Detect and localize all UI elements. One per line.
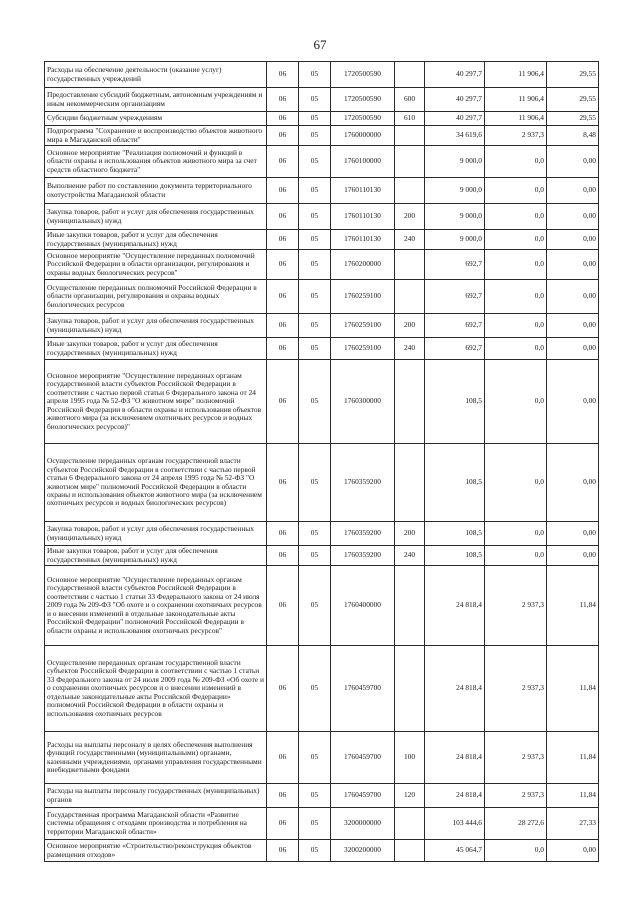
cell-execution-percent: 0,00 bbox=[547, 546, 599, 566]
cell-target-article: 3200000000 bbox=[331, 808, 395, 840]
cell-name: Субсидии бюджетным учреждениям bbox=[45, 112, 267, 126]
cell-subsection: 05 bbox=[299, 360, 331, 444]
cell-section: 06 bbox=[267, 112, 299, 126]
cell-planned-amount: 103 444,6 bbox=[425, 808, 485, 840]
cell-name: Иные закупки товаров, работ и услуг для обеспечения государственных (муниципальных) нужд bbox=[45, 546, 267, 566]
cell-subsection: 05 bbox=[299, 546, 331, 566]
budget-table bbox=[44, 61, 599, 862]
cell-expense-type bbox=[395, 250, 425, 280]
cell-target-article: 1760100000 bbox=[331, 146, 395, 178]
cell-executed-amount: 28 272,6 bbox=[485, 808, 547, 840]
cell-name: Расходы на обеспечение деятельности (оказание услуг) государственных учреждений bbox=[45, 62, 267, 88]
cell-subsection: 05 bbox=[299, 444, 331, 522]
cell-planned-amount: 108,5 bbox=[425, 444, 485, 522]
cell-executed-amount: 2 937,3 bbox=[485, 566, 547, 646]
cell-name: Предоставление субсидий бюджетным, автономным учреждениям и иным некоммерческим организациям bbox=[45, 88, 267, 112]
cell-section: 06 bbox=[267, 522, 299, 546]
cell-subsection: 05 bbox=[299, 146, 331, 178]
cell-executed-amount: 0,0 bbox=[485, 230, 547, 250]
cell-target-article: 1760400000 bbox=[331, 566, 395, 646]
cell-expense-type: 240 bbox=[395, 230, 425, 250]
cell-planned-amount: 24 818,4 bbox=[425, 646, 485, 732]
cell-executed-amount: 2 937,3 bbox=[485, 646, 547, 732]
cell-expense-type bbox=[395, 808, 425, 840]
cell-expense-type: 240 bbox=[395, 338, 425, 360]
cell-executed-amount: 0,0 bbox=[485, 250, 547, 280]
table-row bbox=[45, 204, 599, 230]
cell-planned-amount: 9 000,0 bbox=[425, 146, 485, 178]
cell-executed-amount: 11 906,4 bbox=[485, 62, 547, 88]
cell-section: 06 bbox=[267, 204, 299, 230]
cell-executed-amount: 0,0 bbox=[485, 280, 547, 314]
cell-target-article: 1760000000 bbox=[331, 126, 395, 146]
cell-planned-amount: 108,5 bbox=[425, 360, 485, 444]
cell-subsection: 05 bbox=[299, 178, 331, 204]
table-row bbox=[45, 314, 599, 338]
cell-planned-amount: 692,7 bbox=[425, 280, 485, 314]
cell-section: 06 bbox=[267, 338, 299, 360]
cell-execution-percent: 11,84 bbox=[547, 646, 599, 732]
table-row bbox=[45, 178, 599, 204]
cell-subsection: 05 bbox=[299, 112, 331, 126]
cell-subsection: 05 bbox=[299, 840, 331, 862]
cell-name: Иные закупки товаров, работ и услуг для обеспечения государственных (муниципальных) нужд bbox=[45, 338, 267, 360]
cell-subsection: 05 bbox=[299, 338, 331, 360]
cell-execution-percent: 27,33 bbox=[547, 808, 599, 840]
cell-section: 06 bbox=[267, 566, 299, 646]
cell-executed-amount: 2 937,3 bbox=[485, 784, 547, 808]
cell-name: Расходы на выплаты персоналу в целях обеспечения выполнения функций государственными (муниципальными) органами, казенными учреждениями, органами управления государственными внебюджетными фондами bbox=[45, 732, 267, 784]
cell-section: 06 bbox=[267, 840, 299, 862]
cell-name: Закупка товаров, работ и услуг для обеспечения государственных (муниципальных) нужд bbox=[45, 522, 267, 546]
table-row bbox=[45, 522, 599, 546]
cell-subsection: 05 bbox=[299, 230, 331, 250]
cell-planned-amount: 692,7 bbox=[425, 314, 485, 338]
cell-planned-amount: 24 818,4 bbox=[425, 566, 485, 646]
cell-expense-type: 610 bbox=[395, 112, 425, 126]
page-number: 67 bbox=[313, 37, 327, 52]
cell-name: Расходы на выплаты персоналу государственных (муниципальных) органов bbox=[45, 784, 267, 808]
cell-executed-amount: 2 937,3 bbox=[485, 126, 547, 146]
cell-section: 06 bbox=[267, 146, 299, 178]
cell-expense-type: 100 bbox=[395, 732, 425, 784]
cell-target-article: 1760110130 bbox=[331, 178, 395, 204]
cell-executed-amount: 0,0 bbox=[485, 546, 547, 566]
cell-subsection: 05 bbox=[299, 808, 331, 840]
cell-target-article: 1760259100 bbox=[331, 280, 395, 314]
cell-planned-amount: 9 000,0 bbox=[425, 230, 485, 250]
cell-section: 06 bbox=[267, 178, 299, 204]
cell-executed-amount: 0,0 bbox=[485, 522, 547, 546]
cell-subsection: 05 bbox=[299, 522, 331, 546]
cell-execution-percent: 11,84 bbox=[547, 732, 599, 784]
cell-section: 06 bbox=[267, 732, 299, 784]
cell-target-article: 1720500590 bbox=[331, 88, 395, 112]
cell-target-article: 1760259100 bbox=[331, 314, 395, 338]
cell-subsection: 05 bbox=[299, 732, 331, 784]
cell-target-article: 1720500590 bbox=[331, 112, 395, 126]
cell-execution-percent: 0,00 bbox=[547, 360, 599, 444]
cell-expense-type: 120 bbox=[395, 784, 425, 808]
cell-target-article: 1720500590 bbox=[331, 62, 395, 88]
cell-section: 06 bbox=[267, 808, 299, 840]
cell-execution-percent: 0,00 bbox=[547, 444, 599, 522]
table-row bbox=[45, 546, 599, 566]
cell-name: Выполнение работ по составлению документа территориального охотустройства Магаданской области bbox=[45, 178, 267, 204]
cell-planned-amount: 692,7 bbox=[425, 338, 485, 360]
cell-expense-type bbox=[395, 444, 425, 522]
cell-planned-amount: 9 000,0 bbox=[425, 178, 485, 204]
cell-planned-amount: 34 619,6 bbox=[425, 126, 485, 146]
cell-execution-percent: 0,00 bbox=[547, 314, 599, 338]
cell-expense-type bbox=[395, 840, 425, 862]
cell-subsection: 05 bbox=[299, 126, 331, 146]
cell-section: 06 bbox=[267, 444, 299, 522]
cell-name: Осуществление переданных органам государственной власти субъектов Российской Федерации в соответствии с частью 1 статьи 33 Федерального закона от 24 июля 2009 года № 209-ФЗ «Об охоте и о сохранении охотничьих ресурсов и о внесении изменений в отдельные законодательные акты Российской Федерации» полномочий Российской Федерации в области охраны и использования охотничьих ресурсов bbox=[45, 646, 267, 732]
cell-executed-amount: 11 906,4 bbox=[485, 112, 547, 126]
cell-target-article: 1760359200 bbox=[331, 444, 395, 522]
cell-expense-type bbox=[395, 62, 425, 88]
cell-subsection: 05 bbox=[299, 646, 331, 732]
cell-section: 06 bbox=[267, 250, 299, 280]
cell-target-article: 1760459700 bbox=[331, 732, 395, 784]
cell-target-article: 1760459700 bbox=[331, 646, 395, 732]
cell-executed-amount: 0,0 bbox=[485, 840, 547, 862]
table-row bbox=[45, 360, 599, 444]
cell-subsection: 05 bbox=[299, 314, 331, 338]
table-row bbox=[45, 732, 599, 784]
cell-subsection: 05 bbox=[299, 250, 331, 280]
cell-target-article: 1760200000 bbox=[331, 250, 395, 280]
cell-execution-percent: 11,84 bbox=[547, 784, 599, 808]
cell-target-article: 1760359200 bbox=[331, 546, 395, 566]
cell-expense-type: 200 bbox=[395, 522, 425, 546]
table-row bbox=[45, 444, 599, 522]
cell-executed-amount: 0,0 bbox=[485, 146, 547, 178]
table-row bbox=[45, 808, 599, 840]
cell-expense-type: 240 bbox=[395, 546, 425, 566]
cell-target-article: 1760359200 bbox=[331, 522, 395, 546]
cell-section: 06 bbox=[267, 646, 299, 732]
cell-planned-amount: 24 818,4 bbox=[425, 732, 485, 784]
table-row bbox=[45, 88, 599, 112]
cell-expense-type bbox=[395, 646, 425, 732]
cell-name: Подпрограмма "Сохранение и воспроизводство объектов животного мира в Магаданской области" bbox=[45, 126, 267, 146]
table-row bbox=[45, 62, 599, 88]
cell-execution-percent: 0,00 bbox=[547, 250, 599, 280]
cell-executed-amount: 0,0 bbox=[485, 360, 547, 444]
cell-section: 06 bbox=[267, 360, 299, 444]
cell-execution-percent: 0,00 bbox=[547, 522, 599, 546]
cell-name: Основное мероприятие "Осуществление переданных органам государственной власти субъектов Российской Федерации в соответствии с частью 1 статьи 33 Федерального закона от 24 июля 2009 года № 209-ФЗ "Об охоте и о сохранении охотничьих ресурсов и о внесении изменений в отдельные законодательные акты Российской Федерации" полномочий Российской Федерации в области охраны и использования охотничьих ресурсов" bbox=[45, 566, 267, 646]
cell-executed-amount: 0,0 bbox=[485, 314, 547, 338]
cell-execution-percent: 0,00 bbox=[547, 146, 599, 178]
table-row bbox=[45, 646, 599, 732]
cell-planned-amount: 108,5 bbox=[425, 522, 485, 546]
cell-target-article: 3200200000 bbox=[331, 840, 395, 862]
table-row bbox=[45, 126, 599, 146]
cell-name: Основное мероприятие «Строительство/реконструкция объектов размещения отходов» bbox=[45, 840, 267, 862]
cell-name: Основное мероприятие "Осуществление переданных полномочий Российской Федерации в области организации, регулирования и охраны водных биологических ресурсов" bbox=[45, 250, 267, 280]
cell-executed-amount: 0,0 bbox=[485, 444, 547, 522]
cell-executed-amount: 0,0 bbox=[485, 204, 547, 230]
table-row bbox=[45, 230, 599, 250]
cell-planned-amount: 24 818,4 bbox=[425, 784, 485, 808]
cell-execution-percent: 11,84 bbox=[547, 566, 599, 646]
cell-section: 06 bbox=[267, 784, 299, 808]
table-row bbox=[45, 112, 599, 126]
cell-execution-percent: 29,55 bbox=[547, 62, 599, 88]
cell-executed-amount: 2 937,3 bbox=[485, 732, 547, 784]
cell-section: 06 bbox=[267, 280, 299, 314]
cell-executed-amount: 11 906,4 bbox=[485, 88, 547, 112]
table-row bbox=[45, 784, 599, 808]
budget-table-body bbox=[45, 62, 599, 862]
cell-execution-percent: 0,00 bbox=[547, 338, 599, 360]
cell-planned-amount: 692,7 bbox=[425, 250, 485, 280]
cell-expense-type bbox=[395, 178, 425, 204]
cell-planned-amount: 40 297,7 bbox=[425, 112, 485, 126]
cell-executed-amount: 0,0 bbox=[485, 338, 547, 360]
cell-target-article: 1760459700 bbox=[331, 784, 395, 808]
cell-expense-type bbox=[395, 360, 425, 444]
cell-name: Закупка товаров, работ и услуг для обеспечения государственных (муниципальных) нужд bbox=[45, 314, 267, 338]
cell-planned-amount: 40 297,7 bbox=[425, 88, 485, 112]
cell-subsection: 05 bbox=[299, 62, 331, 88]
cell-expense-type: 200 bbox=[395, 204, 425, 230]
cell-subsection: 05 bbox=[299, 566, 331, 646]
cell-expense-type bbox=[395, 566, 425, 646]
cell-section: 06 bbox=[267, 62, 299, 88]
cell-section: 06 bbox=[267, 230, 299, 250]
cell-target-article: 1760110130 bbox=[331, 204, 395, 230]
cell-subsection: 05 bbox=[299, 204, 331, 230]
cell-planned-amount: 9 000,0 bbox=[425, 204, 485, 230]
cell-subsection: 05 bbox=[299, 784, 331, 808]
table-row bbox=[45, 840, 599, 862]
cell-execution-percent: 0,00 bbox=[547, 840, 599, 862]
cell-execution-percent: 8,48 bbox=[547, 126, 599, 146]
cell-section: 06 bbox=[267, 126, 299, 146]
cell-target-article: 1760300000 bbox=[331, 360, 395, 444]
cell-name: Осуществление переданных полномочий Российской Федерации в области организации, регулирования и охраны водных биологических ресурсов bbox=[45, 280, 267, 314]
cell-execution-percent: 0,00 bbox=[547, 204, 599, 230]
cell-section: 06 bbox=[267, 314, 299, 338]
cell-execution-percent: 0,00 bbox=[547, 280, 599, 314]
table-row bbox=[45, 338, 599, 360]
cell-execution-percent: 0,00 bbox=[547, 178, 599, 204]
cell-expense-type bbox=[395, 146, 425, 178]
cell-name: Основное мероприятие "Реализация полномочий и функций в области охраны и использования объектов животного мира за счет средств областного бюджета" bbox=[45, 146, 267, 178]
table-row bbox=[45, 566, 599, 646]
cell-subsection: 05 bbox=[299, 88, 331, 112]
cell-execution-percent: 0,00 bbox=[547, 230, 599, 250]
cell-expense-type: 200 bbox=[395, 314, 425, 338]
cell-expense-type: 600 bbox=[395, 88, 425, 112]
cell-planned-amount: 40 297,7 bbox=[425, 62, 485, 88]
cell-subsection: 05 bbox=[299, 280, 331, 314]
cell-name: Осуществление переданных органам государственной власти субъектов Российской Федерации в соответствии с частью первой статьи 6 Федерального закона от 24 апреля 1995 года № 52-ФЗ "О животном мире" полномочий Российской Федерации в области охраны и использования объектов животного мира (за исключением охотничьих ресурсов и водных биологических ресурсов) bbox=[45, 444, 267, 522]
cell-execution-percent: 29,55 bbox=[547, 88, 599, 112]
cell-expense-type bbox=[395, 126, 425, 146]
cell-execution-percent: 29,55 bbox=[547, 112, 599, 126]
cell-target-article: 1760110130 bbox=[331, 230, 395, 250]
cell-planned-amount: 108,5 bbox=[425, 546, 485, 566]
table-row bbox=[45, 250, 599, 280]
cell-expense-type bbox=[395, 280, 425, 314]
cell-section: 06 bbox=[267, 546, 299, 566]
table-row bbox=[45, 146, 599, 178]
cell-name: Закупка товаров, работ и услуг для обеспечения государственных (муниципальных) нужд bbox=[45, 204, 267, 230]
cell-planned-amount: 45 064,7 bbox=[425, 840, 485, 862]
cell-name: Основное мероприятие "Осуществление переданных органам государственной власти субъектов Российской Федерации в соответствии с частью первой статьи 6 Федерального закона от 24 апреля 1995 года № 52-ФЗ "О животном мире" полномочий Российской Федерации в области охраны и использования объектов животного мира (за исключением охотничьих ресурсов и водных биологических ресурсов)" bbox=[45, 360, 267, 444]
cell-executed-amount: 0,0 bbox=[485, 178, 547, 204]
cell-name: Государственная программа Магаданской области «Развитие системы обращения с отходами производства и потребления на территории Магаданской области» bbox=[45, 808, 267, 840]
cell-section: 06 bbox=[267, 88, 299, 112]
table-row bbox=[45, 280, 599, 314]
cell-name: Иные закупки товаров, работ и услуг для обеспечения государственных (муниципальных) нужд bbox=[45, 230, 267, 250]
cell-target-article: 1760259100 bbox=[331, 338, 395, 360]
